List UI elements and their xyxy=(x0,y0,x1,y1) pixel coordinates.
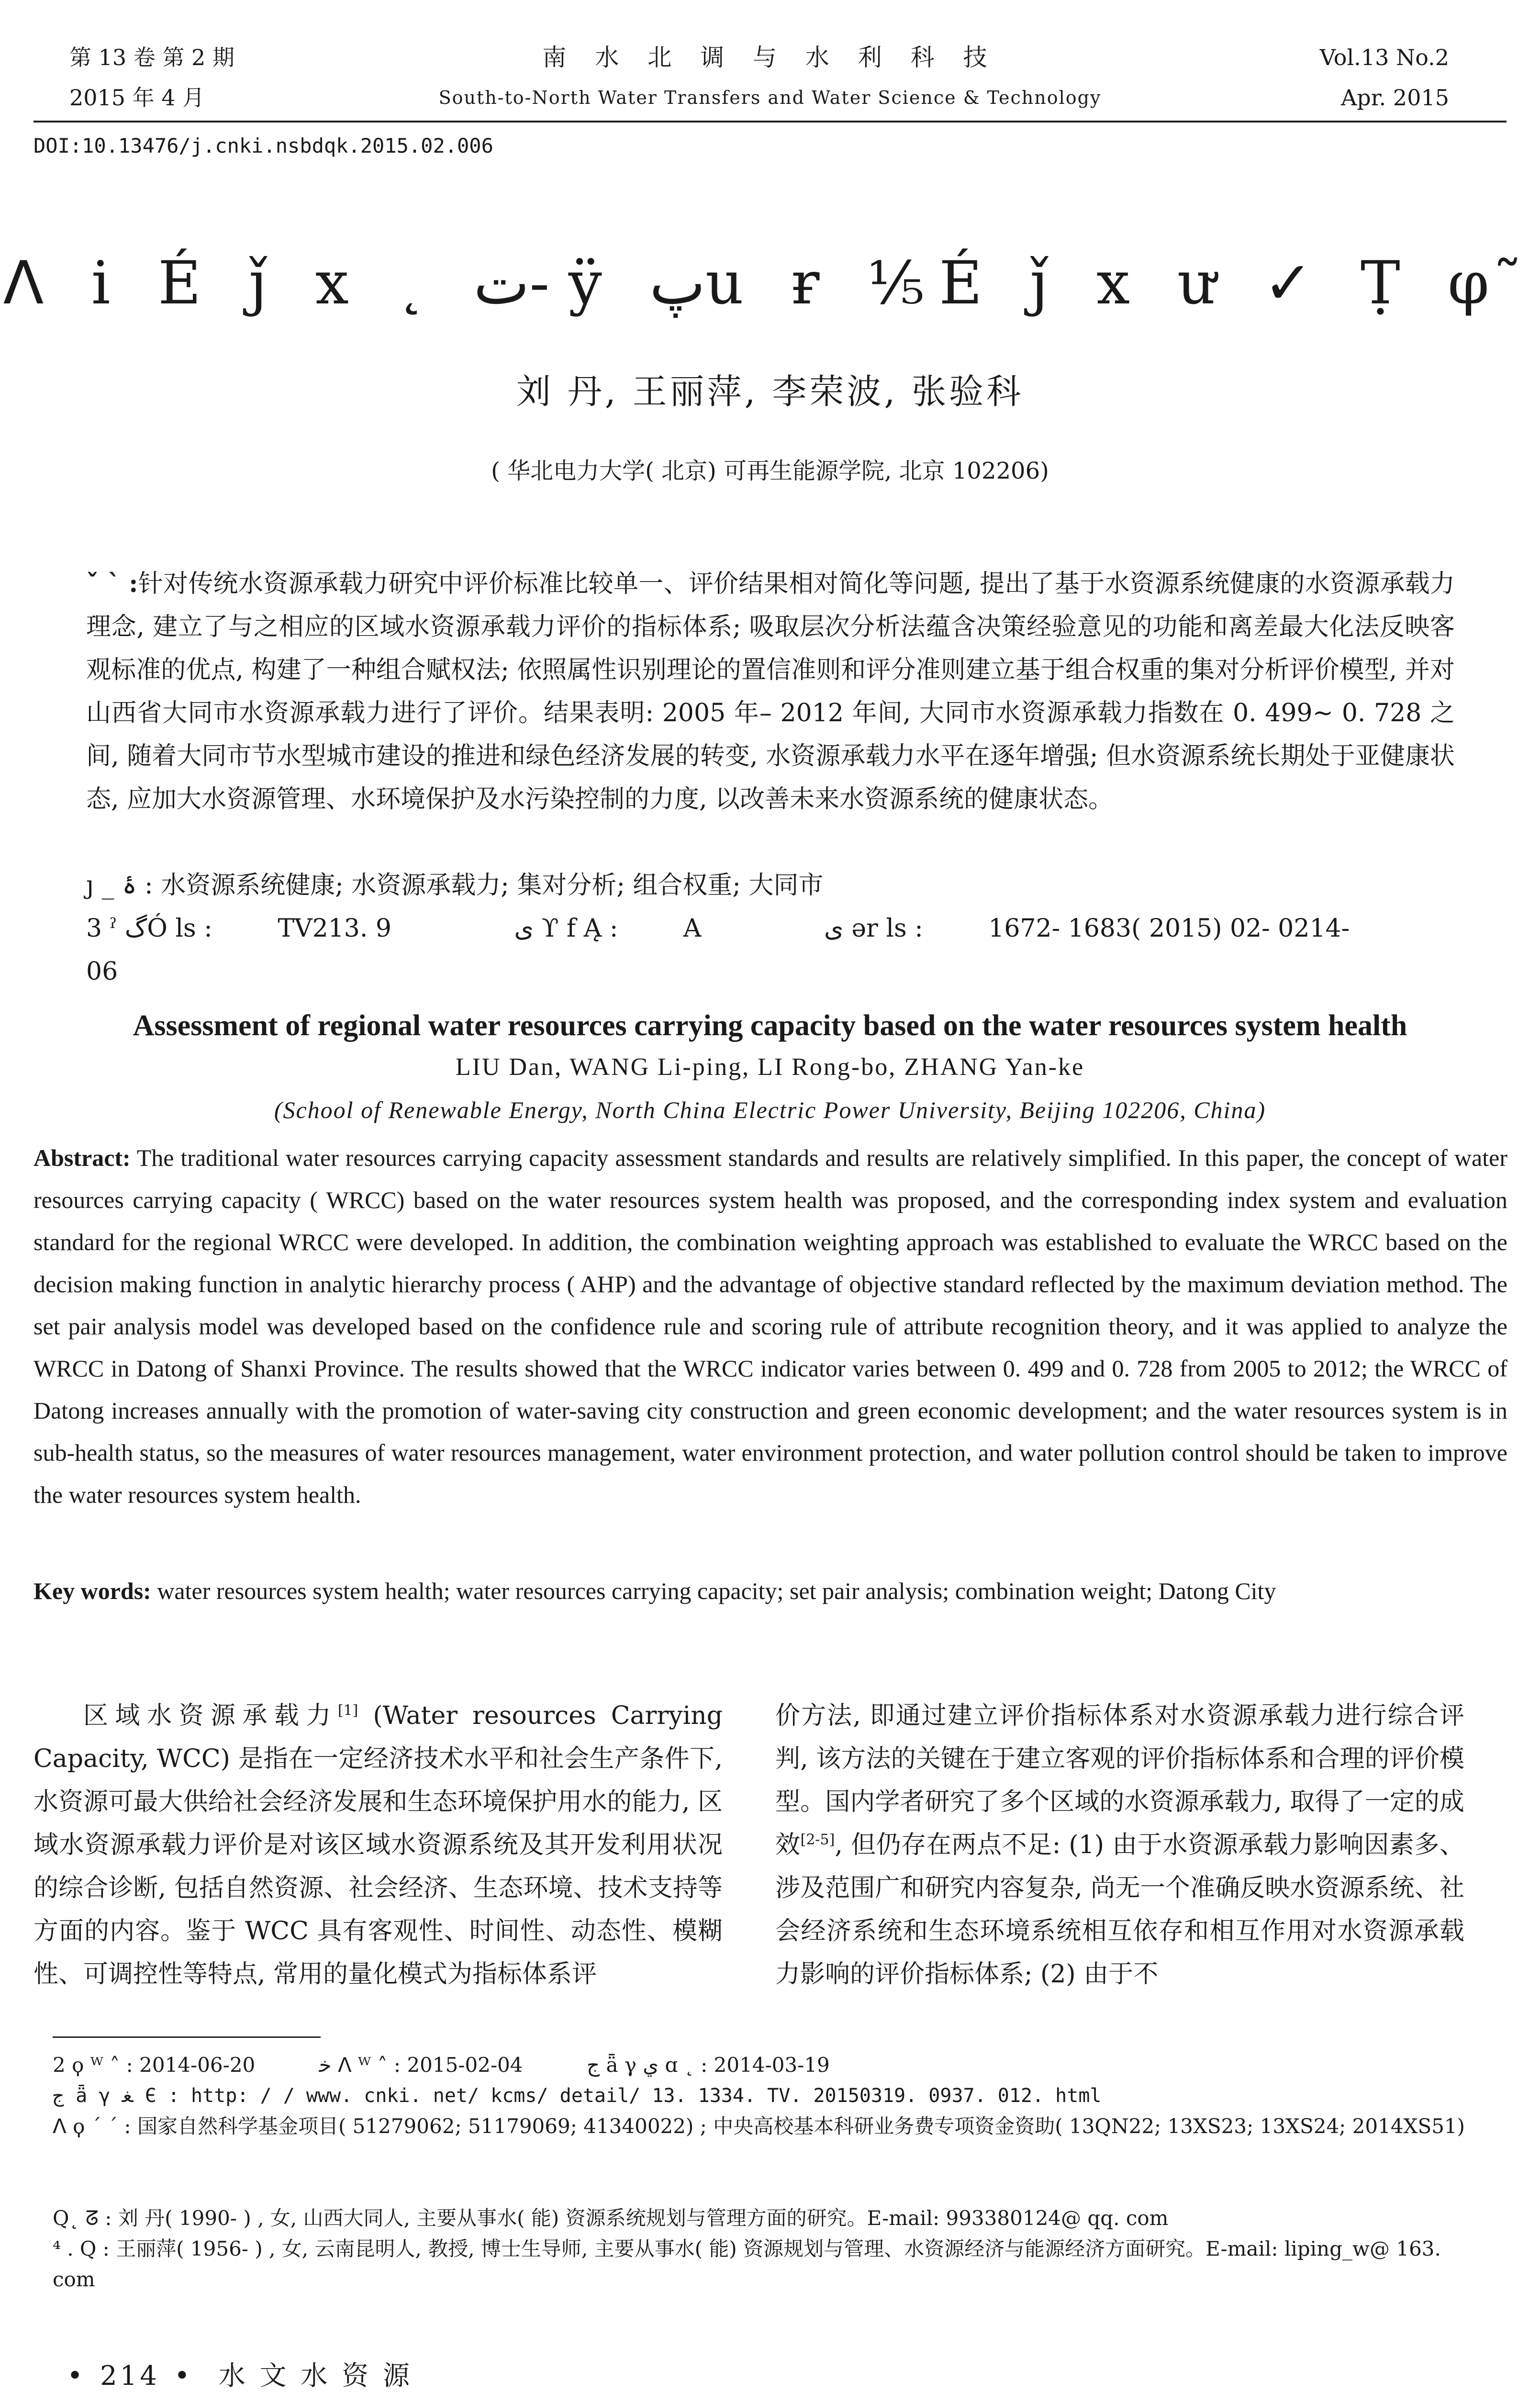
abstract-cn-label: ˇ ˋ : xyxy=(86,569,138,598)
body-left-text-b: (Water resources Carrying Capacity, WCC) 是指在一定经济技术水平和社会生产条件下, 水资源可最大供给社会经济发展和生态环境保护用水的能力, 区域水资源承载力评价是对该区域水资源系统及其开发利用状况的综合诊断, 包括自然资源、社会经济、生态环境、技术支持等方面的内容。鉴于 WCC 具有客观性、时间性、动态性、模糊性、可调控性等特点, 常用的量化模式为指标体系评 xyxy=(33,1701,723,1989)
article-title: ᐱ i É ǰ x ˛ ت- ÿ پu ɍ ⅕É ǰ x ư ✓ Ṭ φ ̃ xyxy=(3,249,1537,318)
keywords-en-label: Key words: xyxy=(33,1577,151,1604)
citation-ref[interactable]: [1] xyxy=(337,1702,358,1719)
document-code xyxy=(514,914,759,943)
funding-text: 国家自然科学基金项目( 51279062; 51179069; 41340022) ; 中央高校基本科研业务费专项资金资助( 13QN22; 13XS23; 13XS24; 2014XS51) xyxy=(137,2114,1465,2138)
date-line: 2015 年 4 月 xyxy=(69,85,205,111)
received-label: 2 ϙ ᵂ ˄ : xyxy=(53,2053,133,2077)
footnote-funding xyxy=(53,2111,1488,2142)
keywords-cn-label: ȷ _ ۂ : xyxy=(86,871,153,900)
classification-line xyxy=(86,907,1455,993)
clc-label: 3 ˀ گÓ ls : xyxy=(86,914,212,943)
url-label: ج ǟ γ ﻐ Є : xyxy=(53,2085,179,2107)
clc-value: TV213. 9 xyxy=(278,914,391,943)
header-rule xyxy=(33,121,1507,123)
journal-name xyxy=(0,37,1540,118)
author2-label: ⁴ . Q : xyxy=(53,2237,110,2260)
online-label: ج ǟ γ ي ɑ ˛ : xyxy=(586,2053,708,2077)
article-id-label: ى ǝr ls : xyxy=(824,914,923,943)
revised-label: ﺧ ᐱ ᵂ ˄ : xyxy=(319,2053,401,2077)
abstract-en xyxy=(33,1137,1507,1516)
body-column-left xyxy=(33,1694,723,1996)
volume-line: 第 13 卷 第 2 期 xyxy=(69,45,234,70)
received-date: 2014-06-20 xyxy=(139,2053,256,2077)
abstract-cn xyxy=(86,562,1455,821)
bullet-icon: • xyxy=(67,2360,86,2392)
footnote-author1 xyxy=(53,2203,1488,2234)
english-title: Assessment of regional water resources carrying capacity based on the water resources system health xyxy=(133,1009,1407,1042)
section-name: 水 文 水 资 源 xyxy=(218,2360,413,2392)
journal-name-cn: 南 水 北 调 与 水 利 科 技 xyxy=(542,44,998,71)
footnote-rule xyxy=(53,2036,321,2038)
footnote-url xyxy=(53,2080,1488,2111)
body-left-text-a: 区域水资源承载力 xyxy=(83,1701,338,1730)
author1-bio: 刘 丹( 1990- ) , 女, 山西大同人, 主要从事水( 能) 资源系统规划与管理方面的研究。E-mail: 993380124@ qq. com xyxy=(118,2206,1169,2230)
keywords-cn xyxy=(86,864,1455,907)
keywords-cn-text: 水资源系统健康; 水资源承载力; 集对分析; 组合权重; 大同市 xyxy=(161,871,824,900)
volume-line-en: Vol.13 No.2 xyxy=(1319,45,1449,70)
abstract-cn-text: 针对传统水资源承载力研究中评价标准比较单一、评价结果相对简化等问题, 提出了基于水资源系统健康的水资源承载力理念, 建立了与之相应的区域水资源承载力评价的指标体系; 吸取层次分析法蕴含决策经验意见的功能和离差最大化法反映客观标准的优点, 构建了一种组合赋权法; 依照属性识别理论的置信准则和评分准则建立基于组合权重的集对分析评价模型, 并对山西省大同市水资源承载力进行了评价。结果表明: 2005 年– 2012 年间, 大同市水资源承载力指数在 0. 499~ 0. 728 之间, 随着大同市节水型城市建设的推进和绿色经济发展的转变, 水资源承载力水平在逐年增强; 但水资源系统长期处于亚健康状态, 应加大水资源管理、水环境保护及水污染控制的力度, 以改善未来水资源系统的健康状态。 xyxy=(86,570,1455,814)
page-number: 214 xyxy=(100,2360,160,2392)
bullet-icon: • xyxy=(174,2360,193,2392)
author-list: 刘 丹, 王丽萍, 李荣波, 张验科 xyxy=(516,371,1024,412)
english-authors: LIU Dan, WANG Li-ping, LI Rong-bo, ZHANG Yan-ke xyxy=(455,1053,1085,1081)
body-column-right xyxy=(775,1694,1464,1996)
footnote-dates xyxy=(53,2050,1488,2080)
footnote-author2 xyxy=(53,2234,1488,2295)
revised-date: 2015-02-04 xyxy=(407,2053,523,2077)
online-date: 2014-03-19 xyxy=(714,2053,830,2077)
article-id-value: 1672- 1683( 2015) 02- 0214- 06 xyxy=(86,914,1350,986)
keywords-en-text: water resources system health; water resources carrying capacity; set pair analysis; combination weight; Datong City xyxy=(157,1577,1276,1604)
abstract-en-text: The traditional water resources carrying capacity assessment standards and results are relatively simplified. In this paper, the concept of water resources carrying capacity ( WRCC) based on the water resources system health was proposed, and the corresponding index system and evaluation standard for the regional WRCC were developed. In addition, the combination weighting approach was established to evaluate the WRCC based on the decision making function in analytic hierarchy process ( AHP) and the advantage of objective standard reflected by the maximum deviation method. The set pair analysis model was developed based on the confidence rule and scoring rule of attribute recognition theory, and it was applied to analyze the WRCC in Datong of Shanxi Province. The results showed that the WRCC indicator varies between 0. 499 and 0. 728 from 2005 to 2012; the WRCC of Datong increases annually with the promotion of water-saving city construction and green economic development; and the water resources system is in sub-health status, so the measures of water resources management, water environment protection, and water pollution control should be taken to improve the water resources system health. xyxy=(33,1144,1507,1508)
abstract-en-label: Abstract: xyxy=(33,1144,131,1171)
doc-code-label: ى ϒ f Ą : xyxy=(514,914,618,943)
citation-ref[interactable]: [2-5] xyxy=(800,1831,835,1848)
keywords-en xyxy=(33,1570,1507,1612)
clc-number xyxy=(86,914,449,943)
online-url[interactable]: http: / / www. cnki. net/ kcms/ detail/ 13. 1334. TV. 20150319. 0937. 012. html xyxy=(191,2085,1102,2107)
author1-label: Q˛ ᘔ : xyxy=(53,2206,112,2230)
page-footer xyxy=(53,2355,413,2393)
english-affiliation: (School of Renewable Energy, North China Electric Power University, Beijing 102206, China) xyxy=(274,1096,1266,1123)
date-line-en: Apr. 2015 xyxy=(1341,85,1449,111)
doi: DOI:10.13476/j.cnki.nsbdqk.2015.02.006 xyxy=(33,134,493,157)
doc-code-value: A xyxy=(683,914,702,943)
affiliation: ( 华北电力大学( 北京) 可再生能源学院, 北京 102206) xyxy=(491,458,1049,484)
volume-issue-en xyxy=(1320,37,1449,118)
journal-name-en: South-to-North Water Transfers and Water Science & Technology xyxy=(438,87,1102,108)
body-right-text-a: 价方法, 即通过建立评价指标体系对水资源承载力进行综合评判, 该方法的关键在于建立客观的评价指标体系和合理的评价模型。国内学者研究了多个区域的水资源承载力, 取得了一定的成效 xyxy=(775,1701,1464,1859)
funding-label: ᐱ ϙ ˊ ˊ : xyxy=(53,2114,131,2138)
body-right-text-b: , 但仍存在两点不足: (1) 由于水资源承载力影响因素多、涉及范围广和研究内容复杂, 尚无一个准确反映水资源系统、社会经济系统和生态环境系统相互依存和相互作用对水资源承载力影响的评价指标体系; (2) 由于不 xyxy=(775,1831,1464,1989)
author2-bio: 王丽萍( 1956- ) , 女, 云南昆明人, 教授, 博士生导师, 主要从事水( 能) 资源规划与管理、水资源经济与能源经济方面研究。E-mail: liping_w@ 163. com xyxy=(53,2237,1441,2291)
